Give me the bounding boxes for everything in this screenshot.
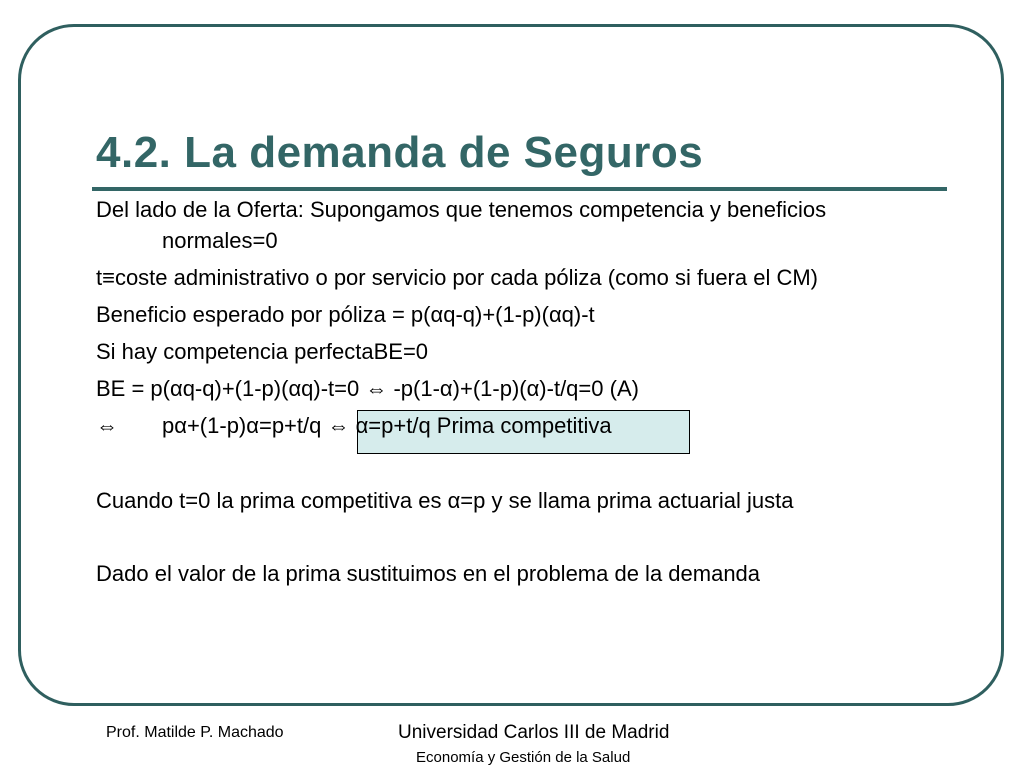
footer-author: Prof. Matilde P. Machado [106,724,284,741]
text-line-beneficio: Beneficio esperado por póliza = p(αq-q)+(1-p)(αq)-t [96,302,595,327]
text-line-normales: normales=0 [162,228,278,253]
text-line-dado: Dado el valor de la prima sustituimos en el problema de la demanda [96,561,761,586]
slide-title: 4.2. La demanda de Seguros [96,128,704,177]
text-line-cuando: Cuando t=0 la prima competitiva es α=p y se llama prima actuarial justa [96,488,794,513]
text-line-oferta: Del lado de la Oferta: Supongamos que tenemos competencia y beneficios [96,197,827,222]
text-line-be-equation: BE = p(αq-q)+(1-p)(αq)-t=0 ⇔ -p(1-α)+(1-p)(α)-t/q=0 (A) [96,376,639,401]
text-line-competencia: Si hay competencia perfectaBE=0 [96,339,429,364]
title-underline [92,187,947,191]
text-line-prima-competitiva: pα+(1-p)α=p+t/q ⇔ α=p+t/q Prima competitiva [162,413,612,438]
equivalence-marker: ⇔ [96,413,118,438]
footer-department: Economía y Gestión de la Salud [416,749,631,766]
text-line-coste: t≡coste administrativo o por servicio por cada póliza (como si fuera el CM) [96,265,819,290]
footer-university: Universidad Carlos III de Madrid [398,722,670,743]
